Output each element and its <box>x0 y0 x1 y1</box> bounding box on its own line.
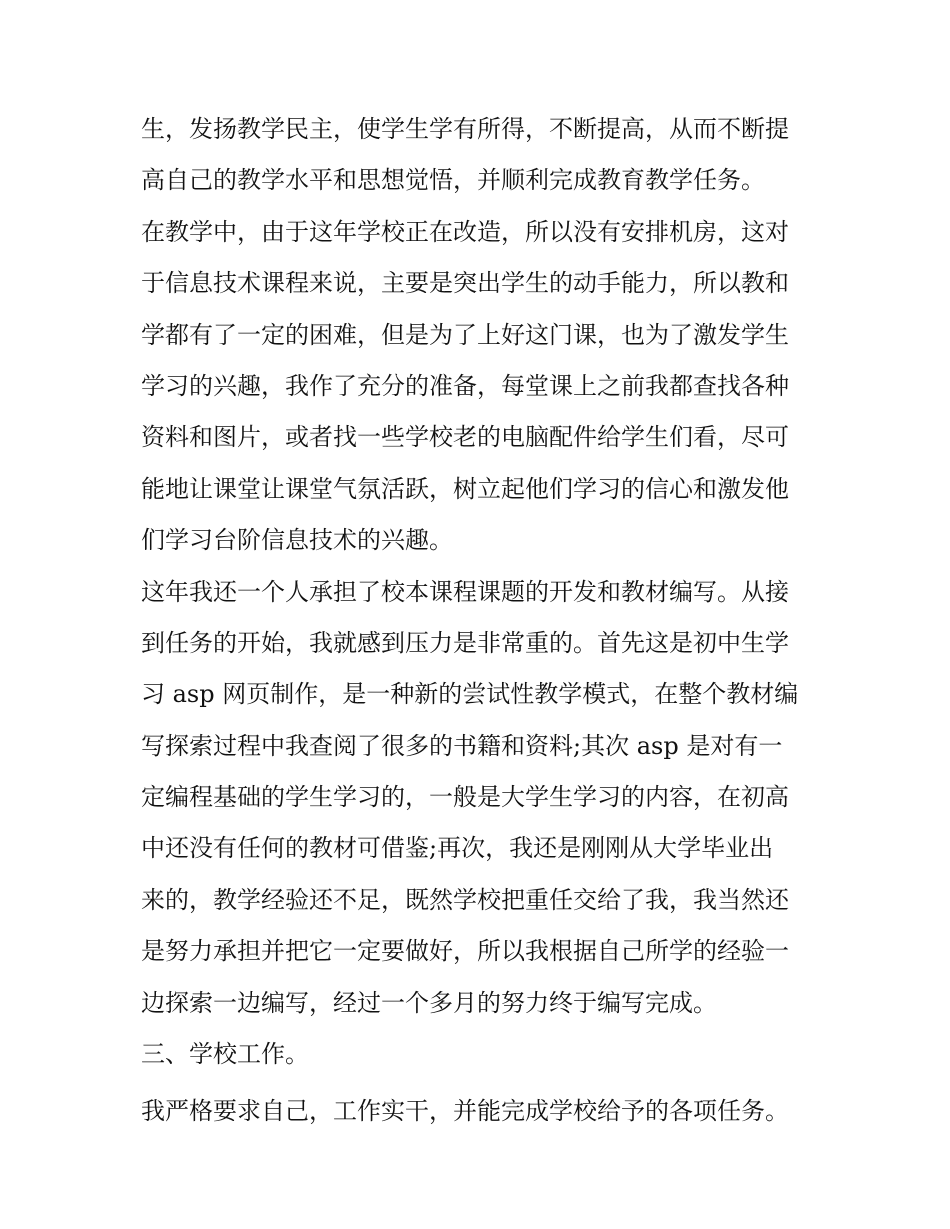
text-line: 来的，教学经验还不足，既然学校把重任交给了我，我当然还 <box>141 885 789 914</box>
text-line: 定编程基础的学生学习的，一般是大学生学习的内容，在初高 <box>141 783 789 812</box>
text-line: 中还没有任何的教材可借鉴;再次，我还是刚刚从大学毕业出 <box>141 834 774 863</box>
text-line: 高自己的教学水平和思想觉悟，并顺利完成教育教学任务。 <box>141 166 765 195</box>
text-line: 生，发扬教学民主，使学生学有所得，不断提高，从而不断提 <box>141 115 789 143</box>
text-line: 到任务的开始，我就感到压力是非常重的。首先这是初中生学 <box>141 628 789 657</box>
text-line: 写探索过程中我查阅了很多的书籍和资料;其次 asp 是对有一 <box>141 731 783 760</box>
text-line: 们学习台阶信息技术的兴趣。 <box>141 526 453 555</box>
text-line: 能地让课堂让课堂气氛活跃，树立起他们学习的信心和激发他 <box>141 474 789 503</box>
text-line: 资料和图片，或者找一些学校老的电脑配件给学生们看，尽可 <box>141 423 789 452</box>
text-line: 这年我还一个人承担了校本课程课题的开发和教材编写。从接 <box>141 577 789 606</box>
text-line: 学习的兴趣，我作了充分的准备，每堂课上之前我都查找各种 <box>141 371 789 400</box>
text-line: 学都有了一定的困难，但是为了上好这门课，也为了激发学生 <box>141 320 789 349</box>
text-line: 是努力承担并把它一定要做好，所以我根据自己所学的经验一 <box>141 937 789 966</box>
text-line: 边探索一边编写，经过一个多月的努力终于编写完成。 <box>141 988 717 1017</box>
text-line: 于信息技术课程来说，主要是突出学生的动手能力，所以教和 <box>141 269 789 298</box>
text-line: 习 asp 网页制作，是一种新的尝试性教学模式，在整个教材编 <box>141 680 799 709</box>
text-line: 在教学中，由于这年学校正在改造，所以没有安排机房，这对 <box>141 217 789 246</box>
text-line: 我严格要求自己，工作实干，并能完成学校给予的各项任务。 <box>141 1097 789 1126</box>
body-text <box>141 104 821 1138</box>
section-heading: 三、学校工作。 <box>141 1040 309 1069</box>
